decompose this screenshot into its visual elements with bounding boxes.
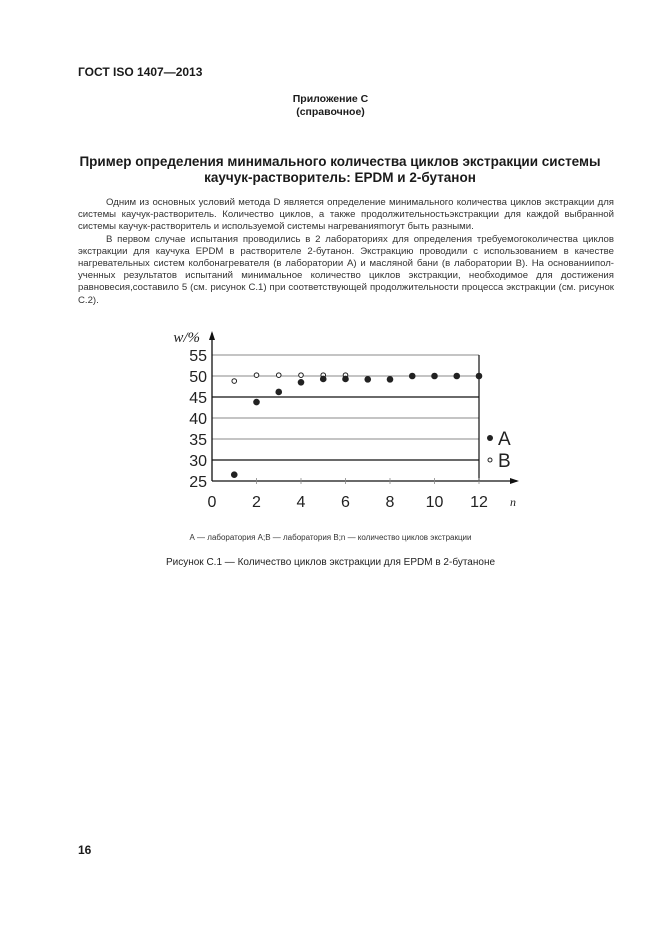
annex-title: Приложение С — [292, 93, 369, 105]
section-title-line1: Пример определения минимального количества циклов экстракции системы — [79, 154, 601, 169]
y-axis-arrow-icon — [209, 331, 215, 340]
y-tick-label: 45 — [189, 390, 207, 407]
data-point-a — [409, 373, 416, 380]
x-axis-arrow-icon — [510, 478, 519, 484]
y-tick-label: 35 — [189, 432, 207, 449]
data-point-b — [299, 373, 304, 378]
data-point-a — [298, 379, 305, 386]
x-tick-label: 6 — [341, 494, 350, 511]
standard-code: ГОСТ ISO 1407—2013 — [78, 65, 203, 79]
data-point-a — [431, 373, 438, 380]
paragraph: В первом случае испытания проводились в 2 лабораториях для определения требуемогоколичества циклов экстракции для каучука EPDM в растворителе 2-бутанон. Экстракцию проводили с использованием в качестве нагревательных систем колбонагревателя (в лаборатории А) и масляной бани (в лаборатории В). На основанииполученных результатов испытаний минимальное количество циклов экстракции, необходимое для достижения равновесия,составило 5 (см. рисунок С.1) при соответствующей продолжительности процесса экстракции (см. рисунок С.2). — [78, 233, 614, 306]
figure-legend-note: А — лаборатория А;В — лаборатория В;n — количество циклов экстракции — [189, 533, 472, 542]
x-tick-label: 8 — [385, 494, 395, 511]
x-tick-label: 4 — [296, 494, 306, 511]
x-axis-label: n — [510, 495, 516, 509]
legend-marker-b-icon — [488, 458, 492, 462]
data-point-b — [232, 379, 237, 384]
x-tick-label: 0 — [207, 494, 217, 511]
figure-caption: Рисунок С.1 — Количество циклов экстракции для EPDM в 2-бутаноне — [165, 557, 496, 568]
x-tick-label: 10 — [425, 494, 444, 511]
page-number: 16 — [78, 843, 92, 857]
y-tick-label: 40 — [189, 411, 207, 428]
data-point-b — [254, 373, 259, 378]
data-point-a — [253, 399, 260, 406]
x-tick-label: 12 — [470, 494, 488, 511]
y-tick-label: 30 — [189, 453, 207, 470]
data-point-a — [453, 373, 460, 380]
legend-label-b: B — [498, 451, 511, 472]
data-point-a — [387, 376, 394, 383]
data-point-b — [276, 373, 281, 378]
data-point-a — [364, 376, 371, 383]
data-point-a — [320, 376, 327, 383]
data-point-a — [275, 389, 282, 396]
y-tick-label: 50 — [189, 369, 207, 386]
legend-marker-a-icon — [487, 435, 493, 441]
annex-type: (справочное) — [296, 106, 365, 118]
data-point-a — [342, 376, 349, 383]
data-point-a — [231, 471, 238, 478]
y-axis-label: w/% — [173, 330, 200, 346]
data-point-a — [476, 373, 483, 380]
section-title-line2: каучук-растворитель: EPDM и 2-бутанон — [204, 170, 476, 185]
y-tick-label: 55 — [189, 348, 207, 365]
x-tick-label: 2 — [252, 494, 261, 511]
legend-label-a: A — [498, 429, 511, 450]
y-tick-label: 25 — [189, 474, 207, 491]
paragraph: Одним из основных условий метода D является определение минимального количества циклов экстракции для системы каучук-растворитель. Количество циклов, а также продолжительностьэкстракции для каждой выбранной системы каучук-растворитель и используемой системы нагреванияmогут быть разными. — [78, 197, 614, 233]
